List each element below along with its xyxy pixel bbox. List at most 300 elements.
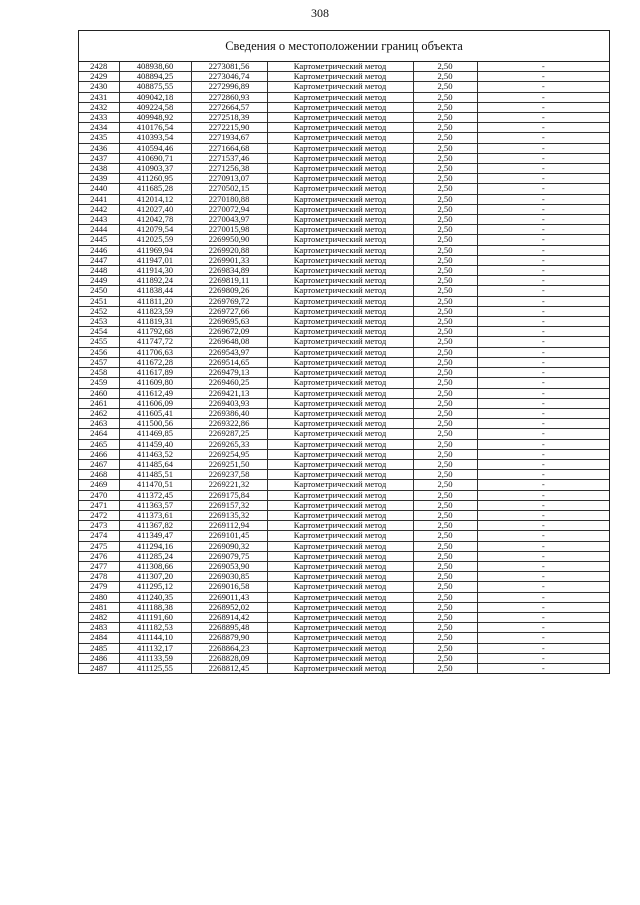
table-row [79, 72, 609, 82]
coordinate-x-cell: 411191,60 [119, 612, 191, 622]
table-row [79, 653, 609, 663]
table-row [79, 215, 609, 225]
point-number-cell: 2436 [79, 143, 119, 153]
point-number-cell: 2462 [79, 408, 119, 418]
description-cell: - [477, 551, 609, 561]
accuracy-cell: 2,50 [413, 398, 477, 408]
coordinate-y-cell: 2269101,45 [191, 531, 267, 541]
coordinate-y-cell: 2269030,85 [191, 572, 267, 582]
accuracy-cell: 2,50 [413, 153, 477, 163]
coordinate-x-cell: 411349,47 [119, 531, 191, 541]
table-row [79, 449, 609, 459]
coordinate-y-cell: 2269543,97 [191, 347, 267, 357]
description-cell: - [477, 235, 609, 245]
point-number-cell: 2463 [79, 419, 119, 429]
coordinate-y-cell: 2269514,65 [191, 357, 267, 367]
table-row [79, 62, 609, 72]
description-cell: - [477, 82, 609, 92]
coordinate-y-cell: 2268828,09 [191, 653, 267, 663]
accuracy-cell: 2,50 [413, 470, 477, 480]
description-cell: - [477, 123, 609, 133]
point-number-cell: 2446 [79, 245, 119, 255]
point-number-cell: 2442 [79, 204, 119, 214]
description-cell: - [477, 194, 609, 204]
accuracy-cell: 2,50 [413, 164, 477, 174]
coordinate-x-cell: 412025,59 [119, 235, 191, 245]
coordinate-y-cell: 2269112,94 [191, 521, 267, 531]
coordinate-x-cell: 411892,24 [119, 276, 191, 286]
method-cell: Картометрический метод [267, 510, 413, 520]
accuracy-cell: 2,50 [413, 327, 477, 337]
table-row [79, 306, 609, 316]
point-number-cell: 2480 [79, 592, 119, 602]
point-number-cell: 2443 [79, 215, 119, 225]
accuracy-cell: 2,50 [413, 235, 477, 245]
accuracy-cell: 2,50 [413, 347, 477, 357]
coordinate-x-cell: 411792,68 [119, 327, 191, 337]
coordinate-y-cell: 2269157,32 [191, 500, 267, 510]
coordinate-y-cell: 2269053,90 [191, 561, 267, 571]
coordinate-x-cell: 411182,53 [119, 623, 191, 633]
method-cell: Картометрический метод [267, 582, 413, 592]
coordinate-y-cell: 2268952,02 [191, 602, 267, 612]
page-number: 308 [311, 6, 329, 20]
method-cell: Картометрический метод [267, 378, 413, 388]
coordinate-x-cell: 411133,59 [119, 653, 191, 663]
method-cell: Картометрический метод [267, 215, 413, 225]
description-cell: - [477, 276, 609, 286]
point-number-cell: 2485 [79, 643, 119, 653]
coordinate-y-cell: 2269727,66 [191, 306, 267, 316]
accuracy-cell: 2,50 [413, 521, 477, 531]
description-cell: - [477, 480, 609, 490]
coordinate-x-cell: 408875,55 [119, 82, 191, 92]
point-number-cell: 2473 [79, 521, 119, 531]
coordinate-y-cell: 2272215,90 [191, 123, 267, 133]
coordinate-x-cell: 408894,25 [119, 72, 191, 82]
point-number-cell: 2464 [79, 429, 119, 439]
method-cell: Картометрический метод [267, 459, 413, 469]
coordinate-x-cell: 411685,28 [119, 184, 191, 194]
coordinate-y-cell: 2269175,84 [191, 490, 267, 500]
method-cell: Картометрический метод [267, 143, 413, 153]
description-cell: - [477, 357, 609, 367]
table-row [79, 378, 609, 388]
accuracy-cell: 2,50 [413, 643, 477, 653]
method-cell: Картометрический метод [267, 317, 413, 327]
coordinate-x-cell: 411747,72 [119, 337, 191, 347]
coordinate-y-cell: 2271537,46 [191, 153, 267, 163]
table-row [79, 337, 609, 347]
method-cell: Картометрический метод [267, 490, 413, 500]
coordinate-x-cell: 409042,18 [119, 92, 191, 102]
method-cell: Картометрический метод [267, 521, 413, 531]
table-row [79, 327, 609, 337]
point-number-cell: 2457 [79, 357, 119, 367]
accuracy-cell: 2,50 [413, 194, 477, 204]
coordinate-x-cell: 411609,80 [119, 378, 191, 388]
method-cell: Картометрический метод [267, 204, 413, 214]
table-row [79, 388, 609, 398]
accuracy-cell: 2,50 [413, 439, 477, 449]
coordinate-y-cell: 2270180,88 [191, 194, 267, 204]
coordinate-x-cell: 411500,56 [119, 419, 191, 429]
point-number-cell: 2444 [79, 225, 119, 235]
point-number-cell: 2487 [79, 663, 119, 673]
description-cell: - [477, 663, 609, 673]
accuracy-cell: 2,50 [413, 480, 477, 490]
description-cell: - [477, 623, 609, 633]
coordinate-y-cell: 2269769,72 [191, 296, 267, 306]
accuracy-cell: 2,50 [413, 419, 477, 429]
point-number-cell: 2438 [79, 164, 119, 174]
coordinate-y-cell: 2269251,50 [191, 459, 267, 469]
coordinate-x-cell: 411294,16 [119, 541, 191, 551]
coordinate-y-cell: 2272996,89 [191, 82, 267, 92]
accuracy-cell: 2,50 [413, 276, 477, 286]
accuracy-cell: 2,50 [413, 113, 477, 123]
coordinate-x-cell: 411823,59 [119, 306, 191, 316]
point-number-cell: 2434 [79, 123, 119, 133]
coordinate-x-cell: 412042,78 [119, 215, 191, 225]
point-number-cell: 2431 [79, 92, 119, 102]
accuracy-cell: 2,50 [413, 174, 477, 184]
description-cell: - [477, 286, 609, 296]
accuracy-cell: 2,50 [413, 551, 477, 561]
accuracy-cell: 2,50 [413, 215, 477, 225]
point-number-cell: 2474 [79, 531, 119, 541]
description-cell: - [477, 572, 609, 582]
coordinate-y-cell: 2269809,26 [191, 286, 267, 296]
coordinate-y-cell: 2273046,74 [191, 72, 267, 82]
point-number-cell: 2440 [79, 184, 119, 194]
coordinate-y-cell: 2269135,32 [191, 510, 267, 520]
point-number-cell: 2467 [79, 459, 119, 469]
point-number-cell: 2441 [79, 194, 119, 204]
description-cell: - [477, 92, 609, 102]
description-cell: - [477, 378, 609, 388]
point-number-cell: 2468 [79, 470, 119, 480]
coordinate-x-cell: 411144,10 [119, 633, 191, 643]
point-number-cell: 2476 [79, 551, 119, 561]
coordinate-x-cell: 411612,49 [119, 388, 191, 398]
table-row [79, 510, 609, 520]
point-number-cell: 2453 [79, 317, 119, 327]
accuracy-cell: 2,50 [413, 663, 477, 673]
table-row [79, 82, 609, 92]
table-row [79, 633, 609, 643]
description-cell: - [477, 347, 609, 357]
table-row [79, 470, 609, 480]
coordinate-y-cell: 2269950,90 [191, 235, 267, 245]
coordinate-x-cell: 412027,40 [119, 204, 191, 214]
accuracy-cell: 2,50 [413, 368, 477, 378]
accuracy-cell: 2,50 [413, 490, 477, 500]
description-cell: - [477, 490, 609, 500]
coordinate-x-cell: 411295,12 [119, 582, 191, 592]
description-cell: - [477, 184, 609, 194]
description-cell: - [477, 449, 609, 459]
point-number-cell: 2449 [79, 276, 119, 286]
accuracy-cell: 2,50 [413, 245, 477, 255]
table-row [79, 164, 609, 174]
coordinate-x-cell: 411485,64 [119, 459, 191, 469]
coordinate-x-cell: 411285,24 [119, 551, 191, 561]
method-cell: Картометрический метод [267, 633, 413, 643]
coordinate-x-cell: 411672,28 [119, 357, 191, 367]
method-cell: Картометрический метод [267, 72, 413, 82]
accuracy-cell: 2,50 [413, 225, 477, 235]
table-row [79, 663, 609, 673]
method-cell: Картометрический метод [267, 286, 413, 296]
accuracy-cell: 2,50 [413, 255, 477, 265]
coordinate-x-cell: 412079,54 [119, 225, 191, 235]
table-row [79, 531, 609, 541]
method-cell: Картометрический метод [267, 357, 413, 367]
description-cell: - [477, 368, 609, 378]
method-cell: Картометрический метод [267, 439, 413, 449]
point-number-cell: 2447 [79, 255, 119, 265]
method-cell: Картометрический метод [267, 561, 413, 571]
method-cell: Картометрический метод [267, 623, 413, 633]
point-number-cell: 2433 [79, 113, 119, 123]
table-row [79, 194, 609, 204]
coordinate-x-cell: 411132,17 [119, 643, 191, 653]
method-cell: Картометрический метод [267, 470, 413, 480]
accuracy-cell: 2,50 [413, 286, 477, 296]
accuracy-cell: 2,50 [413, 143, 477, 153]
method-cell: Картометрический метод [267, 419, 413, 429]
description-cell: - [477, 398, 609, 408]
coordinate-x-cell: 411469,85 [119, 429, 191, 439]
description-cell: - [477, 306, 609, 316]
coordinate-y-cell: 2269672,09 [191, 327, 267, 337]
method-cell: Картометрический метод [267, 612, 413, 622]
table-row [79, 459, 609, 469]
description-cell: - [477, 541, 609, 551]
coordinate-x-cell: 411706,63 [119, 347, 191, 357]
method-cell: Картометрический метод [267, 266, 413, 276]
boundary-table-sheet [78, 30, 610, 674]
method-cell: Картометрический метод [267, 184, 413, 194]
table-row [79, 572, 609, 582]
coordinate-y-cell: 2269834,89 [191, 266, 267, 276]
table-row [79, 643, 609, 653]
accuracy-cell: 2,50 [413, 82, 477, 92]
point-number-cell: 2456 [79, 347, 119, 357]
coordinate-x-cell: 411811,20 [119, 296, 191, 306]
accuracy-cell: 2,50 [413, 500, 477, 510]
method-cell: Картометрический метод [267, 194, 413, 204]
method-cell: Картометрический метод [267, 408, 413, 418]
point-number-cell: 2455 [79, 337, 119, 347]
method-cell: Картометрический метод [267, 164, 413, 174]
description-cell: - [477, 592, 609, 602]
description-cell: - [477, 602, 609, 612]
coordinate-x-cell: 411947,01 [119, 255, 191, 265]
point-number-cell: 2437 [79, 153, 119, 163]
accuracy-cell: 2,50 [413, 572, 477, 582]
point-number-cell: 2484 [79, 633, 119, 643]
method-cell: Картометрический метод [267, 133, 413, 143]
method-cell: Картометрический метод [267, 643, 413, 653]
point-number-cell: 2482 [79, 612, 119, 622]
method-cell: Картометрический метод [267, 153, 413, 163]
point-number-cell: 2472 [79, 510, 119, 520]
method-cell: Картометрический метод [267, 82, 413, 92]
table-row [79, 592, 609, 602]
method-cell: Картометрический метод [267, 337, 413, 347]
coordinate-x-cell: 411485,51 [119, 470, 191, 480]
coordinate-x-cell: 409948,92 [119, 113, 191, 123]
method-cell: Картометрический метод [267, 174, 413, 184]
point-number-cell: 2481 [79, 602, 119, 612]
table-row [79, 184, 609, 194]
accuracy-cell: 2,50 [413, 541, 477, 551]
accuracy-cell: 2,50 [413, 449, 477, 459]
table-row [79, 419, 609, 429]
coordinate-y-cell: 2269920,88 [191, 245, 267, 255]
coordinate-y-cell: 2269079,75 [191, 551, 267, 561]
accuracy-cell: 2,50 [413, 623, 477, 633]
point-number-cell: 2486 [79, 653, 119, 663]
coordinate-y-cell: 2269322,86 [191, 419, 267, 429]
table-row [79, 408, 609, 418]
coordinate-y-cell: 2272860,93 [191, 92, 267, 102]
point-number-cell: 2451 [79, 296, 119, 306]
point-number-cell: 2452 [79, 306, 119, 316]
method-cell: Картометрический метод [267, 480, 413, 490]
coordinate-y-cell: 2269421,13 [191, 388, 267, 398]
method-cell: Картометрический метод [267, 368, 413, 378]
method-cell: Картометрический метод [267, 296, 413, 306]
method-cell: Картометрический метод [267, 429, 413, 439]
coordinate-y-cell: 2273081,56 [191, 62, 267, 72]
coordinate-x-cell: 412014,12 [119, 194, 191, 204]
description-cell: - [477, 500, 609, 510]
description-cell: - [477, 561, 609, 571]
coordinate-x-cell: 411819,31 [119, 317, 191, 327]
method-cell: Картометрический метод [267, 449, 413, 459]
coordinate-y-cell: 2270913,07 [191, 174, 267, 184]
accuracy-cell: 2,50 [413, 510, 477, 520]
description-cell: - [477, 439, 609, 449]
coordinate-y-cell: 2269265,33 [191, 439, 267, 449]
accuracy-cell: 2,50 [413, 337, 477, 347]
table-row [79, 439, 609, 449]
accuracy-cell: 2,50 [413, 92, 477, 102]
table-row [79, 623, 609, 633]
table-row [79, 174, 609, 184]
point-number-cell: 2471 [79, 500, 119, 510]
table-row [79, 561, 609, 571]
coordinates-table [79, 62, 609, 673]
accuracy-cell: 2,50 [413, 317, 477, 327]
point-number-cell: 2429 [79, 72, 119, 82]
method-cell: Картометрический метод [267, 388, 413, 398]
method-cell: Картометрический метод [267, 92, 413, 102]
point-number-cell: 2435 [79, 133, 119, 143]
accuracy-cell: 2,50 [413, 561, 477, 571]
point-number-cell: 2439 [79, 174, 119, 184]
table-row [79, 153, 609, 163]
description-cell: - [477, 225, 609, 235]
point-number-cell: 2475 [79, 541, 119, 551]
description-cell: - [477, 72, 609, 82]
coordinate-x-cell: 411367,82 [119, 521, 191, 531]
coordinate-x-cell: 410690,71 [119, 153, 191, 163]
accuracy-cell: 2,50 [413, 204, 477, 214]
coordinate-y-cell: 2270043,97 [191, 215, 267, 225]
table-row [79, 521, 609, 531]
table-row [79, 541, 609, 551]
coordinate-x-cell: 411363,57 [119, 500, 191, 510]
coordinate-y-cell: 2271256,38 [191, 164, 267, 174]
table-title: Сведения о местоположении границ объекта [79, 31, 609, 62]
coordinate-y-cell: 2269403,93 [191, 398, 267, 408]
description-cell: - [477, 612, 609, 622]
method-cell: Картометрический метод [267, 245, 413, 255]
coordinate-y-cell: 2269648,08 [191, 337, 267, 347]
point-number-cell: 2445 [79, 235, 119, 245]
description-cell: - [477, 510, 609, 520]
method-cell: Картометрический метод [267, 235, 413, 245]
point-number-cell: 2479 [79, 582, 119, 592]
coordinate-y-cell: 2268864,23 [191, 643, 267, 653]
point-number-cell: 2432 [79, 102, 119, 112]
table-row [79, 225, 609, 235]
description-cell: - [477, 296, 609, 306]
coordinate-y-cell: 2269011,43 [191, 592, 267, 602]
point-number-cell: 2458 [79, 368, 119, 378]
accuracy-cell: 2,50 [413, 531, 477, 541]
coordinate-x-cell: 408938,60 [119, 62, 191, 72]
coordinate-y-cell: 2270015,98 [191, 225, 267, 235]
coordinate-x-cell: 411308,66 [119, 561, 191, 571]
description-cell: - [477, 419, 609, 429]
point-number-cell: 2450 [79, 286, 119, 296]
coordinate-y-cell: 2269386,40 [191, 408, 267, 418]
point-number-cell: 2478 [79, 572, 119, 582]
coordinate-y-cell: 2270072,94 [191, 204, 267, 214]
table-row [79, 398, 609, 408]
table-row [79, 266, 609, 276]
accuracy-cell: 2,50 [413, 592, 477, 602]
description-cell: - [477, 164, 609, 174]
coordinate-y-cell: 2269237,58 [191, 470, 267, 480]
point-number-cell: 2483 [79, 623, 119, 633]
accuracy-cell: 2,50 [413, 612, 477, 622]
method-cell: Картометрический метод [267, 102, 413, 112]
coordinate-x-cell: 411125,55 [119, 663, 191, 673]
coordinate-y-cell: 2269016,58 [191, 582, 267, 592]
description-cell: - [477, 429, 609, 439]
description-cell: - [477, 388, 609, 398]
coordinate-y-cell: 2268914,42 [191, 612, 267, 622]
coordinate-y-cell: 2269819,11 [191, 276, 267, 286]
accuracy-cell: 2,50 [413, 62, 477, 72]
table-row [79, 368, 609, 378]
description-cell: - [477, 633, 609, 643]
coordinate-x-cell: 411605,41 [119, 408, 191, 418]
point-number-cell: 2466 [79, 449, 119, 459]
table-row [79, 235, 609, 245]
accuracy-cell: 2,50 [413, 429, 477, 439]
description-cell: - [477, 337, 609, 347]
accuracy-cell: 2,50 [413, 582, 477, 592]
coordinate-x-cell: 411617,89 [119, 368, 191, 378]
accuracy-cell: 2,50 [413, 123, 477, 133]
